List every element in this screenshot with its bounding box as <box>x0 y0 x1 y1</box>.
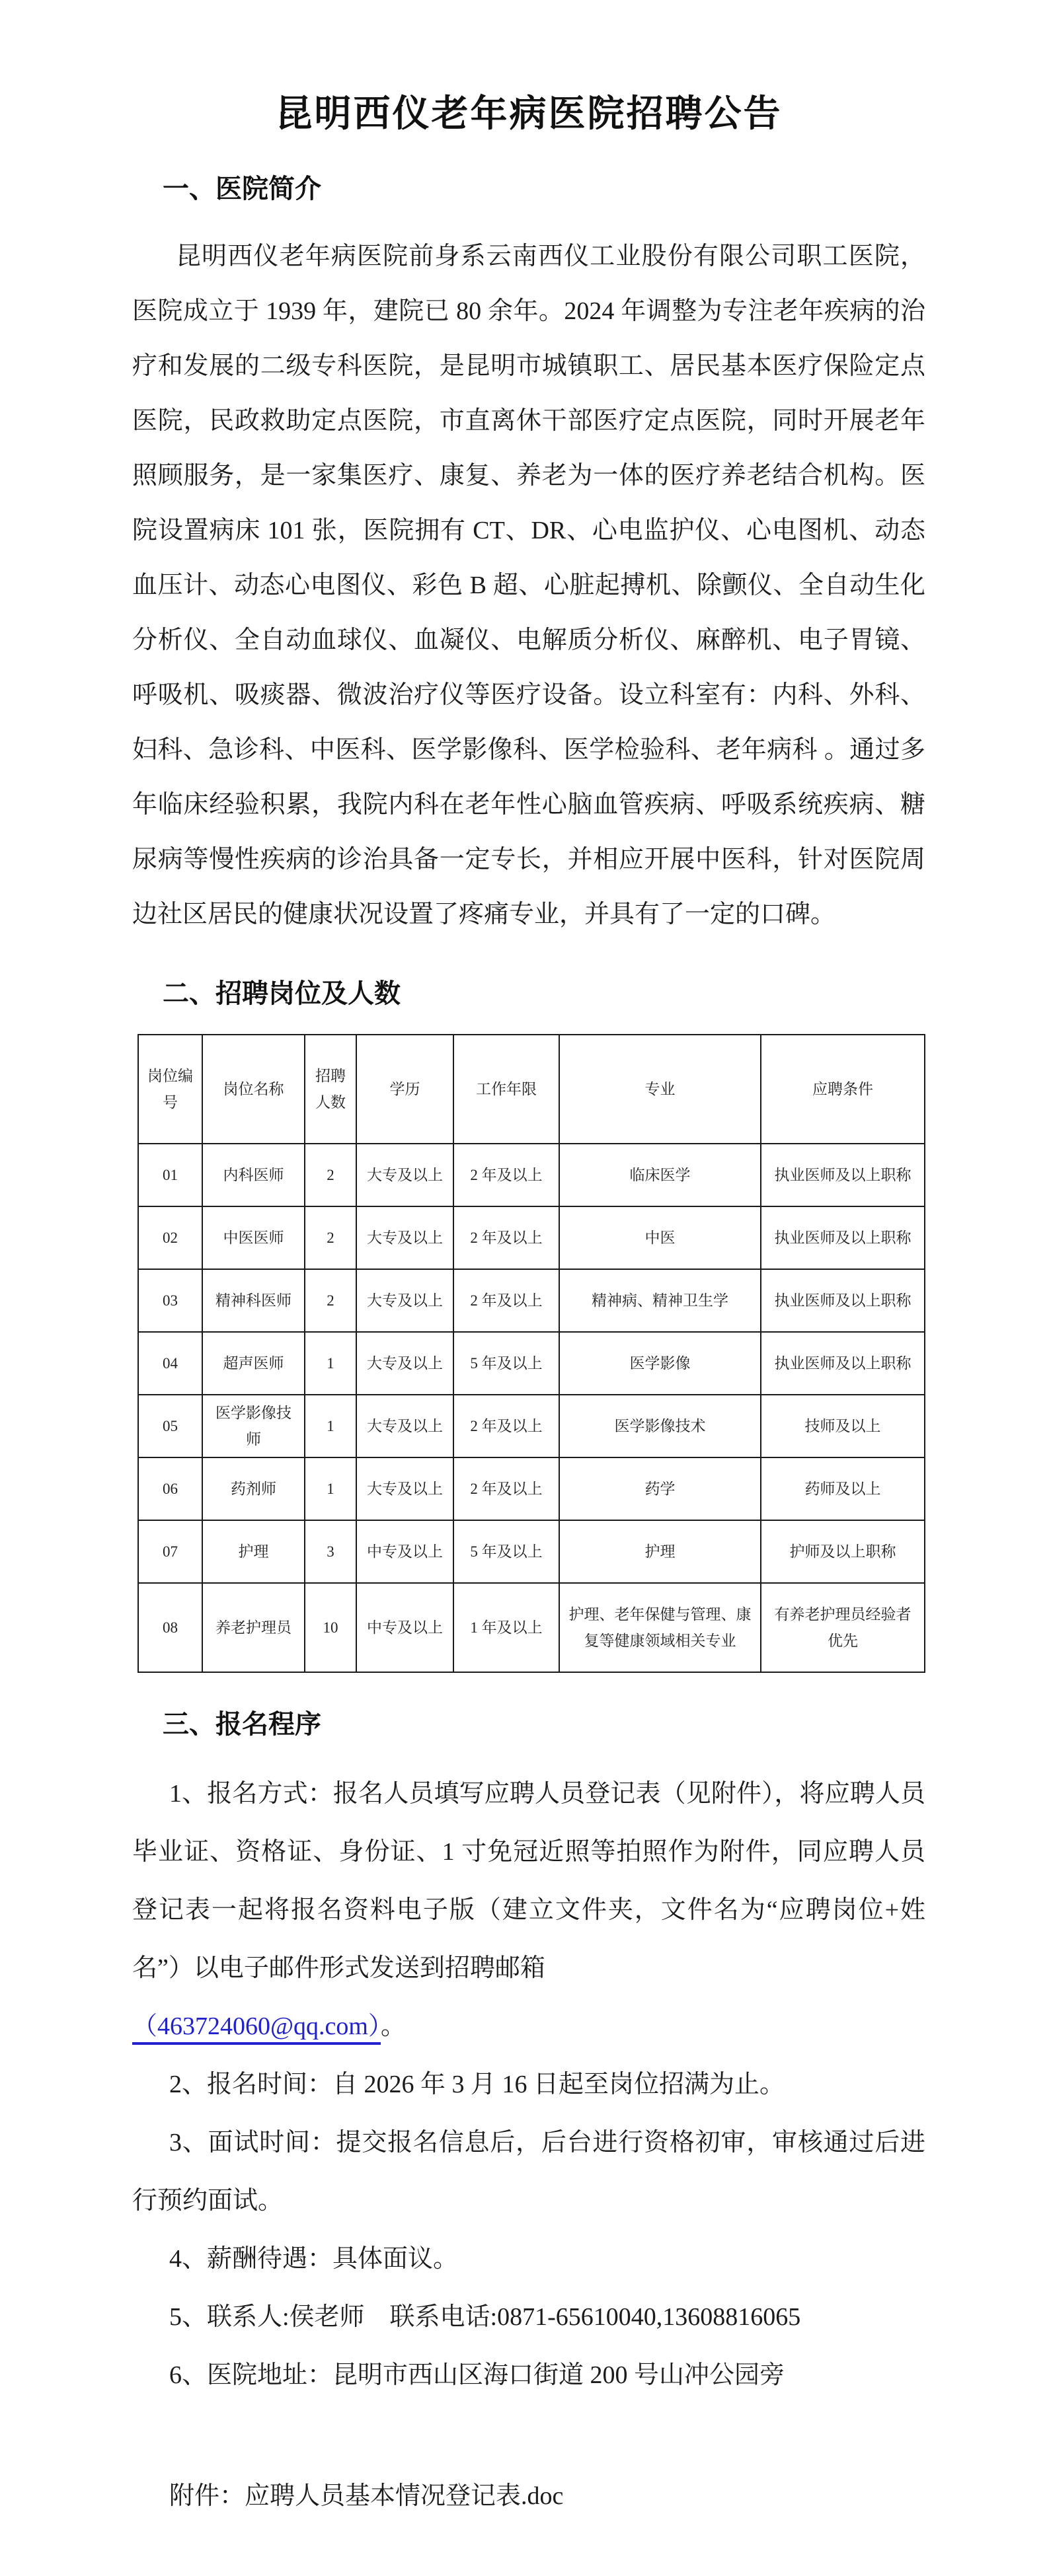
table-cell: 医学影像技术 <box>559 1395 761 1457</box>
table-cell: 护理、老年保健与管理、康复等健康领域相关专业 <box>559 1583 761 1672</box>
table-cell: 5 年及以上 <box>453 1520 559 1583</box>
table-cell: 护理 <box>202 1520 305 1583</box>
table-cell: 05 <box>138 1395 202 1457</box>
hospital-intro-paragraph: 昆明西仪老年病医院前身系云南西仪工业股份有限公司职工医院，医院成立于 1939 年，建院已 80 余年。2024 年调整为专注老年疾病的治疗和发展的二级专科医院，是昆明市城镇职工、居民基本医疗保险定点医院，民政救助定点医院，市直离休干部医疗定点医院，同时开展老年照顾服务，是一家集医疗、康复、养老为一体的医疗养老结合机构。医院设置病床 101 张，医院拥有 CT、DR、心电监护仪、心电图机、动态血压计、动态心电图仪、彩色 B 超、心脏起搏机、除颤仪、全自动生化分析仪、全自动血球仪、血凝仪、电解质分析仪、麻醉机、电子胃镜、呼吸机、吸痰器、微波治疗仪等医疗设备。设立科室有：内科、外科、妇科、急诊科、中医科、医学影像科、医学检验科、老年病科 。通过多年临床经验积累，我院内科在老年性心脑血管疾病、呼吸系统疾病、糖尿病等慢性疾病的诊治具备一定专长，并相应开展中医科，针对医院周边社区居民的健康状况设置了疼痛专业，并具有了一定的口碑。 <box>132 242 925 928</box>
email-suffix: 。 <box>380 2012 406 2040</box>
table-cell: 大专及以上 <box>356 1457 453 1520</box>
table-cell: 医学影像 <box>559 1332 761 1395</box>
procedure-item-registration-method: 1、报名方式：报名人员填写应聘人员登记表（见附件），将应聘人员毕业证、资格证、身份证、1 寸免冠近照等拍照作为附件，同应聘人员登记表一起将报名资料电子版（建立文件夹，文件名为“应聘岗位+姓名”）以电子邮件形式发送到招聘邮箱 <box>132 1780 925 1982</box>
table-cell: 药剂师 <box>202 1457 305 1520</box>
table-cell: 中医医师 <box>202 1206 305 1269</box>
table-cell: 08 <box>138 1583 202 1672</box>
table-cell: 中专及以上 <box>356 1520 453 1583</box>
table-cell: 03 <box>138 1269 202 1332</box>
table-row <box>138 1395 925 1457</box>
table-cell: 护理 <box>559 1520 761 1583</box>
table-cell: 06 <box>138 1457 202 1520</box>
section-3-heading: 三、报名程序 <box>163 1710 321 1739</box>
table-cell: 2 年及以上 <box>453 1457 559 1520</box>
table-cell: 2 年及以上 <box>453 1206 559 1269</box>
table-row <box>138 1269 925 1332</box>
table-cell: 超声医师 <box>202 1332 305 1395</box>
table-cell: 药师及以上 <box>761 1457 925 1520</box>
table-cell: 执业医师及以上职称 <box>761 1332 925 1395</box>
email-line <box>132 1997 925 2055</box>
procedure-item-interview-time: 3、面试时间：提交报名信息后，后台进行资格初审，审核通过后进行预约面试。 <box>132 2129 925 2215</box>
procedure-item-salary: 4、薪酬待遇：具体面议。 <box>169 2245 459 2273</box>
table-cell: 中医 <box>559 1206 761 1269</box>
table-cell: 1 年及以上 <box>453 1583 559 1672</box>
procedure-item-address: 6、医院地址：昆明市西山区海口街道 200 号山冲公园旁 <box>169 2361 785 2389</box>
table-cell: 精神病、精神卫生学 <box>559 1269 761 1332</box>
table-cell: 执业医师及以上职称 <box>761 1144 925 1206</box>
table-cell: 大专及以上 <box>356 1206 453 1269</box>
table-cell: 2 年及以上 <box>453 1269 559 1332</box>
document-title: 昆明西仪老年病医院招聘公告 <box>275 94 783 135</box>
table-cell: 1 <box>305 1332 356 1395</box>
table-cell: 养老护理员 <box>202 1583 305 1672</box>
table-cell: 护师及以上职称 <box>761 1520 925 1583</box>
table-row <box>138 1520 925 1583</box>
table-row <box>138 1144 925 1206</box>
table-cell: 大专及以上 <box>356 1332 453 1395</box>
column-header: 专业 <box>559 1035 761 1144</box>
table-cell: 02 <box>138 1206 202 1269</box>
column-header: 招聘人数 <box>305 1035 356 1144</box>
table-cell: 1 <box>305 1395 356 1457</box>
column-header: 应聘条件 <box>761 1035 925 1144</box>
table-cell: 执业医师及以上职称 <box>761 1206 925 1269</box>
table-cell: 大专及以上 <box>356 1395 453 1457</box>
procedure-item-contact: 5、联系人:侯老师 联系电话:0871-65610040,13608816065 <box>169 2303 801 2331</box>
table-cell: 3 <box>305 1520 356 1583</box>
section-2-heading: 二、招聘岗位及人数 <box>163 979 401 1008</box>
table-cell: 技师及以上 <box>761 1395 925 1457</box>
table-cell: 2 年及以上 <box>453 1144 559 1206</box>
table-cell: 医学影像技师 <box>202 1395 305 1457</box>
table-cell: 精神科医师 <box>202 1269 305 1332</box>
table-cell: 10 <box>305 1583 356 1672</box>
table-cell: 临床医学 <box>559 1144 761 1206</box>
section-1-heading: 一、医院简介 <box>163 174 321 203</box>
table-cell: 2 年及以上 <box>453 1395 559 1457</box>
table-cell: 大专及以上 <box>356 1269 453 1332</box>
procedure-item-registration-time: 2、报名时间：自 2026 年 3 月 16 日起至岗位招满为止。 <box>169 2071 785 2098</box>
table-cell: 中专及以上 <box>356 1583 453 1672</box>
table-cell: 药学 <box>559 1457 761 1520</box>
table-row <box>138 1457 925 1520</box>
table-cell: 执业医师及以上职称 <box>761 1269 925 1332</box>
column-header: 岗位编号 <box>138 1035 202 1144</box>
attachment-line: 附件：应聘人员基本情况登记表.doc <box>169 2482 564 2510</box>
table-header-row <box>138 1035 925 1144</box>
table-cell: 5 年及以上 <box>453 1332 559 1395</box>
table-cell: 有养老护理员经验者优先 <box>761 1583 925 1672</box>
table-body <box>138 1144 925 1672</box>
table-cell: 内科医师 <box>202 1144 305 1206</box>
table-cell: 2 <box>305 1144 356 1206</box>
table-cell: 07 <box>138 1520 202 1583</box>
recruitment-email-link[interactable]: （463724060@qq.com） <box>132 2012 381 2045</box>
column-header: 学历 <box>356 1035 453 1144</box>
table-row <box>138 1332 925 1395</box>
column-header: 岗位名称 <box>202 1035 305 1144</box>
table-row <box>138 1206 925 1269</box>
table-cell: 01 <box>138 1144 202 1206</box>
table-cell: 2 <box>305 1206 356 1269</box>
table-cell: 2 <box>305 1269 356 1332</box>
table-cell: 大专及以上 <box>356 1144 453 1206</box>
positions-table <box>137 1034 925 1673</box>
table-cell: 04 <box>138 1332 202 1395</box>
column-header: 工作年限 <box>453 1035 559 1144</box>
table-cell: 1 <box>305 1457 356 1520</box>
table-row <box>138 1583 925 1672</box>
